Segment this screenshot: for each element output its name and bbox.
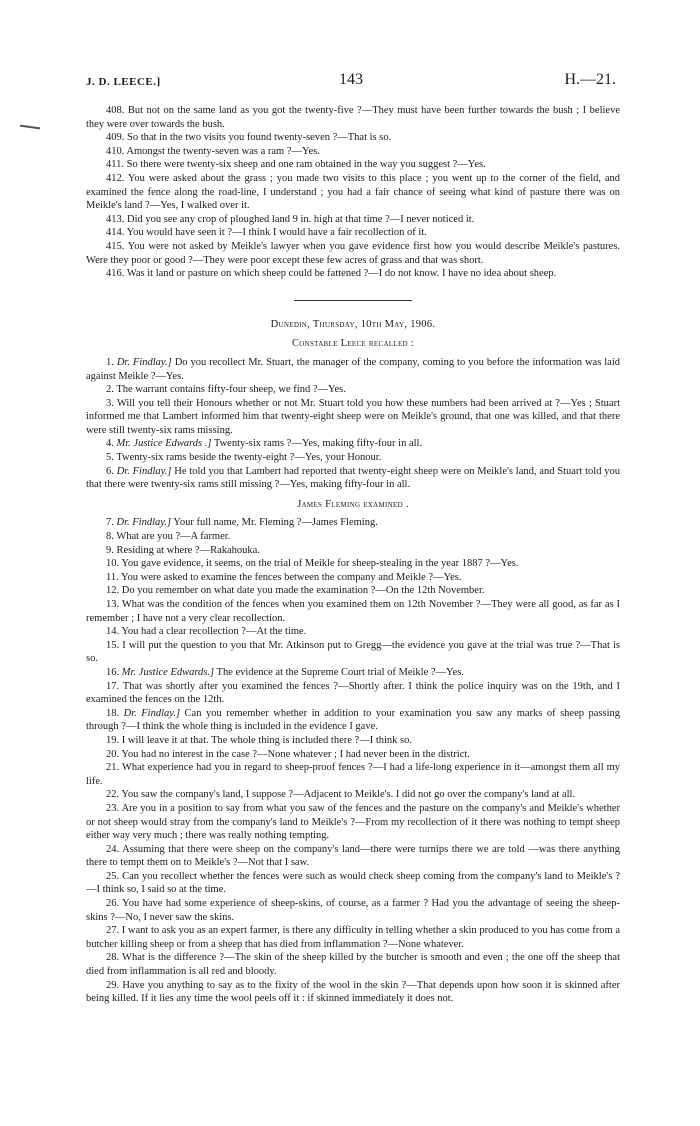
question-answer-text: That was shortly after you examined the fences ?—Shortly after. I think the police inquiry was on the 19th, and I examined the fences on the 12th. [86,680,620,706]
question-number: 6. [106,465,114,477]
testimony-paragraph [86,172,620,213]
question-answer-text: What was the condition of the fences when you examined them on 12th November ?—They were all good, as far as I remember ; I have not a very clear recollection. [86,599,620,624]
question-answer-text: Did you see any crop of ploughed land 9 in. high at that time ?—I never noticed it. [127,213,475,225]
question-answer-text: He told you that Lambert had reported that twenty-eight sheep were on Meikle's land, and Stuart told you that there were twenty-six rams still missing ?—Yes, making fifty-four in all. [86,465,621,491]
question-number: 11. [106,571,119,583]
question-answer-text: So there were twenty-six sheep and one ram obtained in the way you suggest ?—Yes. [126,159,486,171]
question-answer-text: You had no interest in the case ?—None whatever ; I had never been in the district. [121,748,470,760]
question-answer-text: Can you recollect whether the fences were such as would check sheep coming from the company's land to Meikle's ?—I think so, I said so at the time. [86,870,621,896]
testimony-paragraph [86,680,620,707]
testimony-paragraph [86,557,620,571]
testimony-paragraph [86,544,620,558]
question-number: 28. [106,952,120,964]
speaker-label: Mr. Justice Edwards .] [116,438,212,450]
question-number: 25. [106,870,120,882]
speaker-label: Dr. Findlay.] [116,517,172,529]
testimony-paragraph [86,158,620,172]
testimony-paragraph [86,226,620,240]
question-number: 19. [106,734,120,746]
question-number: 17. [106,680,120,692]
page-header [86,71,616,94]
question-answer-text: You have had some experience of sheep-skins, of course, as a farmer ? Had you the advantage of seeing the sheep-skins ?—No, I never saw the skins. [86,898,620,923]
session-dateline: Dunedin, Thursday, 10th May, 1906. [270,318,436,330]
question-number: 411. [106,159,124,171]
question-answer-text: You were asked to examine the fences between the company and Meikle ?—Yes. [121,571,462,583]
question-number: 16. [106,666,120,678]
testimony-paragraph [86,897,620,924]
question-answer-text: I will put the question to you that Mr. Atkinson put to Gregg—the evidence you gave at the trial was true ?—That is so. [86,639,621,665]
question-number: 20. [106,748,120,760]
testimony-paragraph [86,465,620,492]
speaker-label: Dr. Findlay.] [116,356,172,368]
testimony-paragraph [86,666,620,680]
question-answer-text: You gave evidence, it seems, on the trial of Meikle for sheep-stealing in the year 1887 ?—Yes. [121,558,519,570]
testimony-paragraph [86,748,620,762]
question-answer-text: You would have seen it ?—I think I would have a fair recollection of it. [126,227,427,239]
witness-heading-fleming: James Fleming examined . [297,498,409,510]
testimony-paragraph [86,979,620,1006]
question-answer-text: Was it land or pasture on which sheep could be fattened ?—I do not know. I have no idea about sheep. [126,268,557,280]
document-body [86,104,620,1006]
question-number: 23. [106,802,120,814]
question-answer-text: You saw the company's land, I suppose ?—Adjacent to Meikle's. I did not go over the company's land at all. [121,789,576,801]
question-answer-text: I will leave it at that. The whole thing is included there ?—I think so. [121,734,412,746]
testimony-paragraph [86,951,620,978]
testimony-paragraph [86,383,620,397]
question-answer-text: Will you tell their Honours whether or not Mr. Stuart told you how these numbers had been arrived at ?—Yes ; Stuart informed me that Lambert informed him that twenty-eight sheep were on Meikle's ground, that one was killed, and that there were still twenty-six rams missing. [86,397,620,436]
witness-heading-leece: Constable Leece recalled : [291,338,415,350]
testimony-paragraph [86,131,620,145]
testimony-block-fleming [86,516,620,1005]
question-answer-text: Twenty-six rams beside the twenty-eight ?—Yes, your Honour. [116,452,382,464]
question-number: 2. [106,384,114,396]
question-answer-text: What is the difference ?—The skin of the sheep killed by the butcher is smooth and even ; the one off the sheep that died from inflammation is all red and bloody. [86,952,620,978]
testimony-paragraph [86,240,620,267]
question-answer-text: The evidence at the Supreme Court trial of Meikle ?—Yes. [216,666,464,678]
question-number: 7. [106,517,114,529]
question-number: 410. [106,145,125,157]
margin-pencil-mark [20,125,40,130]
testimony-paragraph [86,870,620,897]
question-number: 416. [106,268,125,280]
testimony-paragraph [86,802,620,843]
testimony-block-continued [86,104,620,281]
question-number: 3. [106,397,114,409]
testimony-block-leece [86,356,620,492]
question-number: 9. [106,544,114,556]
question-number: 415. [106,240,125,252]
question-answer-text: Assuming that there were sheep on the company's land—there were turnips there we are told —was there anything there to tempt them on to Meikle's ?—Not that I saw. [86,843,620,869]
question-number: 14. [106,626,120,638]
testimony-paragraph [86,145,620,159]
testimony-paragraph [86,397,620,438]
question-number: 29. [106,979,120,991]
testimony-paragraph [86,437,620,451]
question-answer-text: So that in the two visits you found twenty-seven ?—That is so. [127,132,392,144]
question-answer-text: I want to ask you as an expert farmer, is there any difficulty in telling whether a skin produced to you has come from a butcher killing sheep or from a sheep that has died from inflammation ?—None whatever. [86,925,621,950]
question-answer-text: You had a clear recollection ?—At the time. [121,626,307,638]
testimony-paragraph [86,788,620,802]
question-answer-text: Amongst the twenty-seven was a ram ?—Yes. [126,145,320,157]
question-number: 408. [106,105,125,116]
question-number: 10. [106,558,120,570]
question-number: 26. [106,898,120,910]
page-number: 143 [339,71,363,88]
testimony-paragraph [86,104,620,131]
question-number: 27. [106,925,120,937]
question-answer-text: Do you remember on what date you made the examination ?—On the 12th November. [121,585,485,597]
testimony-paragraph [86,571,620,585]
question-answer-text: Your full name, Mr. Fleming ?—James Fleming. [173,517,378,529]
question-number: 413. [106,213,125,225]
question-answer-text: What are you ?—A farmer. [116,531,231,543]
testimony-paragraph [86,267,620,281]
question-answer-text: Residing at where ?—Rakahouka. [116,544,260,556]
testimony-paragraph [86,213,620,227]
testimony-paragraph [86,707,620,734]
testimony-paragraph [86,639,620,666]
testimony-paragraph [86,843,620,870]
question-answer-text: Have you anything to say as to the fixity of the wool in the skin ?—That depends upon how soon it is skinned after being killed. If it lies any time the wool peels off it : if skinned immediately it does not. [86,979,621,1005]
question-number: 414. [106,227,125,239]
document-reference: H.—21. [564,71,616,88]
testimony-paragraph [86,584,620,598]
testimony-paragraph [86,516,620,530]
question-answer-text: You were not asked by Meikle's lawyer when you gave evidence first how you would describe Meikle's pastures. Were they poor or good ?—They were poor except these few acres of grass and that was short. [86,240,620,266]
question-number: 24. [106,843,120,855]
question-number: 409. [106,132,125,144]
question-number: 4. [106,438,114,450]
question-number: 15. [106,639,120,651]
question-number: 412. [106,172,125,184]
speaker-label: Dr. Findlay.] [116,465,172,477]
question-answer-text: Twenty-six rams ?—Yes, making fifty-four in all. [213,438,423,450]
question-number: 13. [106,599,120,610]
question-number: 8. [106,531,114,543]
testimony-paragraph [86,356,620,383]
question-answer-text: Can you remember whether in addition to your examination you saw any marks of sheep passing through ?—I think the whole thing is included in the evidence I gave. [86,707,620,733]
testimony-paragraph [86,761,620,788]
testimony-paragraph [86,734,620,748]
testimony-paragraph [86,625,620,639]
testimony-paragraph [86,598,620,625]
header-witness-name: J. D. LEECE.] [86,76,161,88]
question-number: 22. [106,789,120,801]
question-number: 1. [106,356,114,368]
question-answer-text: But not on the same land as you got the twenty-five ?—They must have been further towards the bush ; I believe they were over towards the bush. [86,105,620,130]
section-divider [294,300,412,301]
speaker-label: Dr. Findlay.] [123,707,181,719]
testimony-paragraph [86,451,620,465]
question-answer-text: The warrant contains fifty-four sheep, we find ?—Yes. [116,384,346,396]
question-number: 5. [106,452,114,464]
testimony-paragraph [86,924,620,951]
question-number: 18. [106,707,120,719]
question-answer-text: You were asked about the grass ; you made two visits to this place ; you went up to the corner of the field, and examined the fence along the road-line, I understand ; you had a fair chance of seeing what kind of pasture there was on Meikle's land ?—Yes, I walked over it. [86,172,620,212]
question-answer-text: Are you in a position to say from what you saw of the fences and the pasture on the company's and Meikle's whether or not sheep would stray from the company's land to Meikle's ?—From my recollection of it there was nothing to tempt sheep either way very much ; there was really nothing tempting. [86,802,620,842]
question-number: 21. [106,762,120,774]
testimony-paragraph [86,530,620,544]
speaker-label: Mr. Justice Edwards.] [121,666,215,678]
question-number: 12. [106,585,120,597]
question-answer-text: Do you recollect Mr. Stuart, the manager of the company, coming to you before the information was laid against Meikle ?—Yes. [86,356,621,382]
question-answer-text: What experience had you in regard to sheep-proof fences ?—I had a life-long experience in it—amongst them all my life. [86,762,621,787]
